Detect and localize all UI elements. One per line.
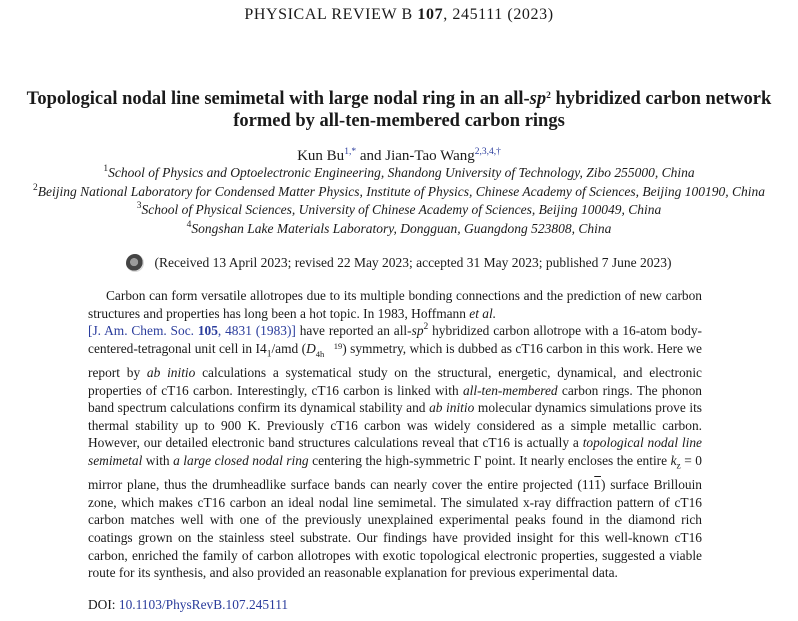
doi-link[interactable]: 10.1103/PhysRevB.107.245111 xyxy=(118,597,289,612)
title-sp: sp xyxy=(529,89,547,109)
received-dates xyxy=(0,254,798,272)
affiliation: $^3$School of Physical Sciences, University of Chinese Academy of Sciences, Beijing 100049, China xyxy=(136,201,662,217)
symmetry-indices: 19 4h xyxy=(315,340,343,359)
author-joiner: and xyxy=(356,148,386,164)
title-part: Topological nodal line semimetal with large nodal ring in an all- xyxy=(26,89,530,109)
affiliation: $^1$School of Physics and Optoelectronic Engineering, Shandong University of Technology, Zibo 255000, China xyxy=(103,164,695,180)
title-sup: 2 xyxy=(546,91,551,101)
author-name: Kun Bu xyxy=(297,148,345,164)
received-text: (Received 13 April 2023; revised 22 May 2023; accepted 31 May 2023; published 7 June 2023) xyxy=(154,255,672,270)
title-line2: formed by all-ten-membered carbon rings xyxy=(233,111,565,131)
journal-header xyxy=(0,6,798,24)
journal-volume: 107 xyxy=(417,6,444,23)
title-part: hybridized carbon network xyxy=(550,89,772,109)
crossmark-icon[interactable] xyxy=(126,254,144,272)
article-title xyxy=(20,88,778,132)
journal-name: PHYSICAL REVIEW B xyxy=(244,6,413,23)
author-affil-link[interactable]: 1,* xyxy=(344,147,357,157)
doi-label: DOI: xyxy=(88,597,119,612)
author-list xyxy=(0,148,798,165)
affiliation: $^4$Songshan Lake Materials Laboratory, Dongguan, Guangdong 523808, China xyxy=(186,219,612,236)
journal-article-number: , 245111 (2023) xyxy=(443,6,554,23)
abstract: Carbon can form versatile allotropes due to its multiple bonding connections and the prediction of new carbon structures and properties has long been a hot topic. In 1983, Hoffmann et al. [J. Am. Chem. Soc. 105, 4831 (1983)] have reported an all-$sp^2$ hybridized carbon allotrope with a 16-atom body-centered-tetragonal unit cell in $I4_1$/amd (D 19 4h ) symmetry, which is dubbed as cT16 carbon in this work. Here we report by ab initio calculations a systematical study on the structural, energetic, dynamical, and electronic properties of cT16 carbon. Interestingly, cT16 carbon is linked with all-ten-membered carbon rings. The phonon band spectrum calculations confirm its dynamical stability and ab initio molecular dynamics simulations prove its thermal stability up to 900 K. Previously cT16 carbon was widely considered as a simple metallic carbon. However, our detailed electronic band structures calculations reveal that cT16 is actually a topological nodal line semimetal with a large closed nodal ring centering the high-symmetric Γ point. It nearly encloses the entire $k_z = 0$ mirror plane, thus the drumheadlike surface bands can nearly cover the entire projected (111) surface Brillouin zone, which makes cT16 carbon an ideal nodal line semimetal. The simulated x-ray diffraction pattern of cT16 carbon matches well with one of the previously unexplained experimental peaks found in the diamond rich coatings grown on the stainless steel substrate. Our findings have provided insight for this well-known cT16 carbon, enriched the family of carbon allotropes with exotic topological electronic properties, suggested a viable route for its synthesis, and also provided an reasonable explanation for previous experimental data. xyxy=(88,288,703,581)
doi-line xyxy=(88,597,288,613)
author-affil-link[interactable]: 2,3,4,† xyxy=(474,147,501,157)
affiliations xyxy=(0,164,798,238)
affiliation: $^2$Beijing National Laboratory for Condensed Matter Physics, Institute of Physics, Chinese Academy of Sciences, Beijing 100190, China xyxy=(33,182,765,199)
reference-link[interactable]: [J. Am. Chem. Soc. 105, 4831 (1983)] xyxy=(88,323,296,339)
author-name: Jian-Tao Wang xyxy=(385,148,475,164)
